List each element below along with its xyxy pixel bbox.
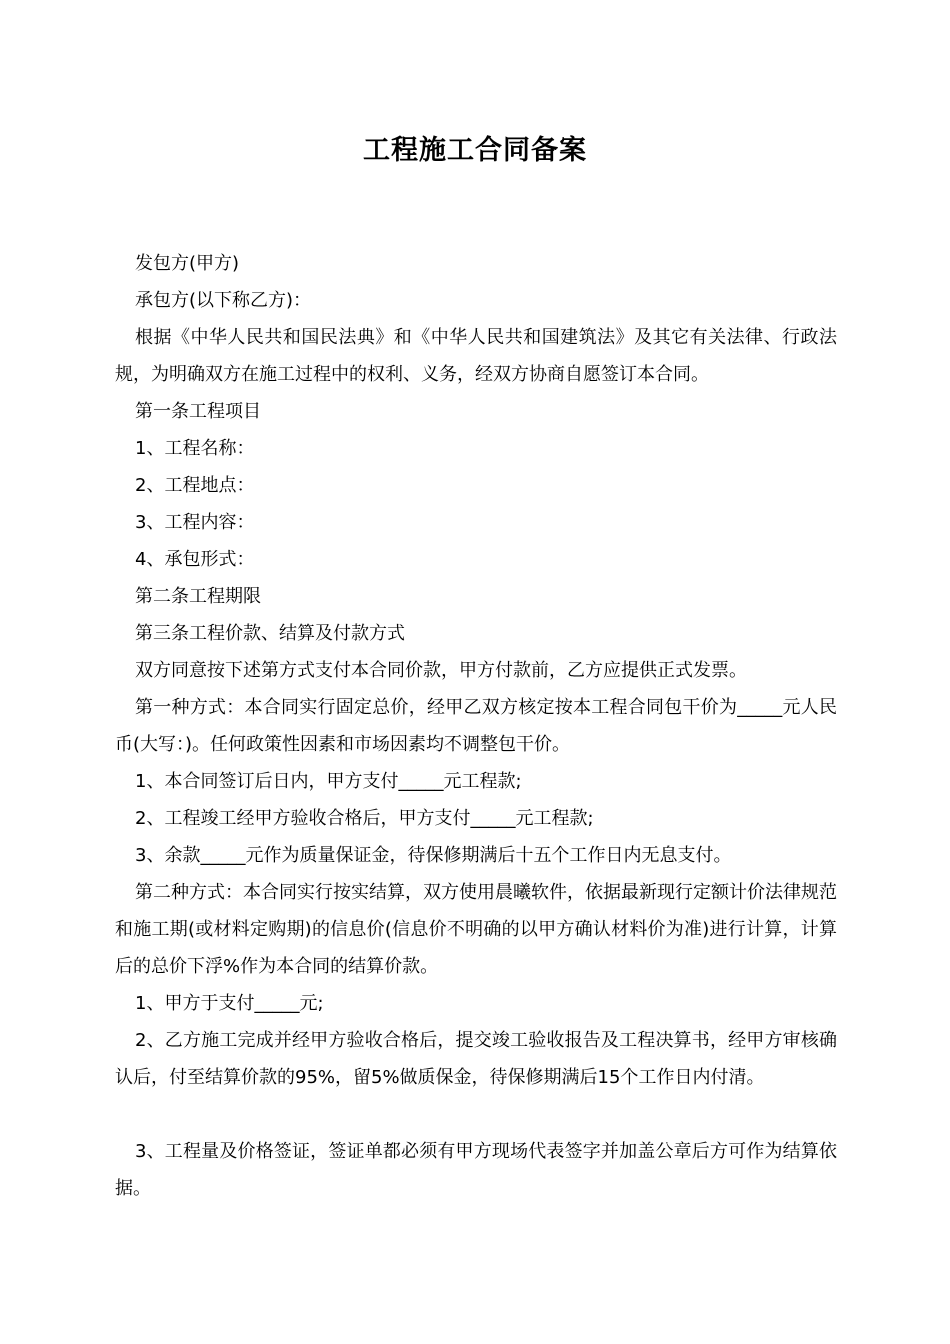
- paragraph-project-location: 2、工程地点：: [135, 475, 255, 496]
- paragraph-contract-form: 4、承包形式：: [135, 549, 255, 570]
- paragraph-project-name: 1、工程名称：: [135, 438, 255, 459]
- paragraph-method-1-item-1: 1、本合同签订后日内，甲方支付_____元工程款;: [135, 771, 522, 792]
- paragraph-method-2: 第二种方式：本合同实行按实结算，双方使用晨曦软件，依据最新现行定额计价法律规范和施工期(或材料定购期)的信息价(信息价不明确的以甲方确认材料价为准)进行计算，计算后的总价下浮%作为本合同的结算价款。: [115, 882, 837, 977]
- paragraph-method-2-item-2: 2、乙方施工完成并经甲方验收合格后，提交竣工验收报告及工程决算书，经甲方审核确认后，付至结算价款的95%，留5%做质保金，待保修期满后15个工作日内付清。: [115, 1030, 837, 1088]
- paragraph-preamble: 根据《中华人民共和国民法典》和《中华人民共和国建筑法》及其它有关法律、行政法规，为明确双方在施工过程中的权利、义务，经双方协商自愿签订本合同。: [115, 327, 837, 385]
- paragraph-method-1-item-2: 2、工程竣工经甲方验收合格后，甲方支付_____元工程款;: [135, 808, 594, 829]
- document-body: [115, 245, 837, 1207]
- paragraph-contractor: 承包方(以下称乙方)：: [135, 290, 312, 311]
- heading-article-2: 第二条工程期限: [135, 586, 261, 607]
- paragraph-payment-agreement: 双方同意按下述第方式支付本合同价款，甲方付款前，乙方应提供正式发票。: [135, 660, 747, 681]
- paragraph-method-1-item-3: 3、余款_____元作为质量保证金，待保修期满后十五个工作日内无息支付。: [135, 845, 732, 866]
- document-title: 工程施工合同备案: [363, 135, 587, 166]
- paragraph-spacer: [115, 1096, 837, 1133]
- paragraph-method-2-item-3: 3、工程量及价格签证，签证单都必须有甲方现场代表签字并加盖公章后方可作为结算依据。: [115, 1141, 837, 1199]
- paragraph-project-content: 3、工程内容：: [135, 512, 255, 533]
- heading-article-1: 第一条工程项目: [135, 401, 261, 422]
- heading-article-3: 第三条工程价款、结算及付款方式: [135, 623, 405, 644]
- paragraph-method-2-item-1: 1、甲方于支付_____元;: [135, 993, 324, 1014]
- paragraph-employer: 发包方(甲方): [135, 253, 240, 274]
- paragraph-method-1: 第一种方式：本合同实行固定总价，经甲乙双方核定按本工程合同包干价为_____元人民币(大写：)。任何政策性因素和市场因素均不调整包干价。: [115, 697, 837, 755]
